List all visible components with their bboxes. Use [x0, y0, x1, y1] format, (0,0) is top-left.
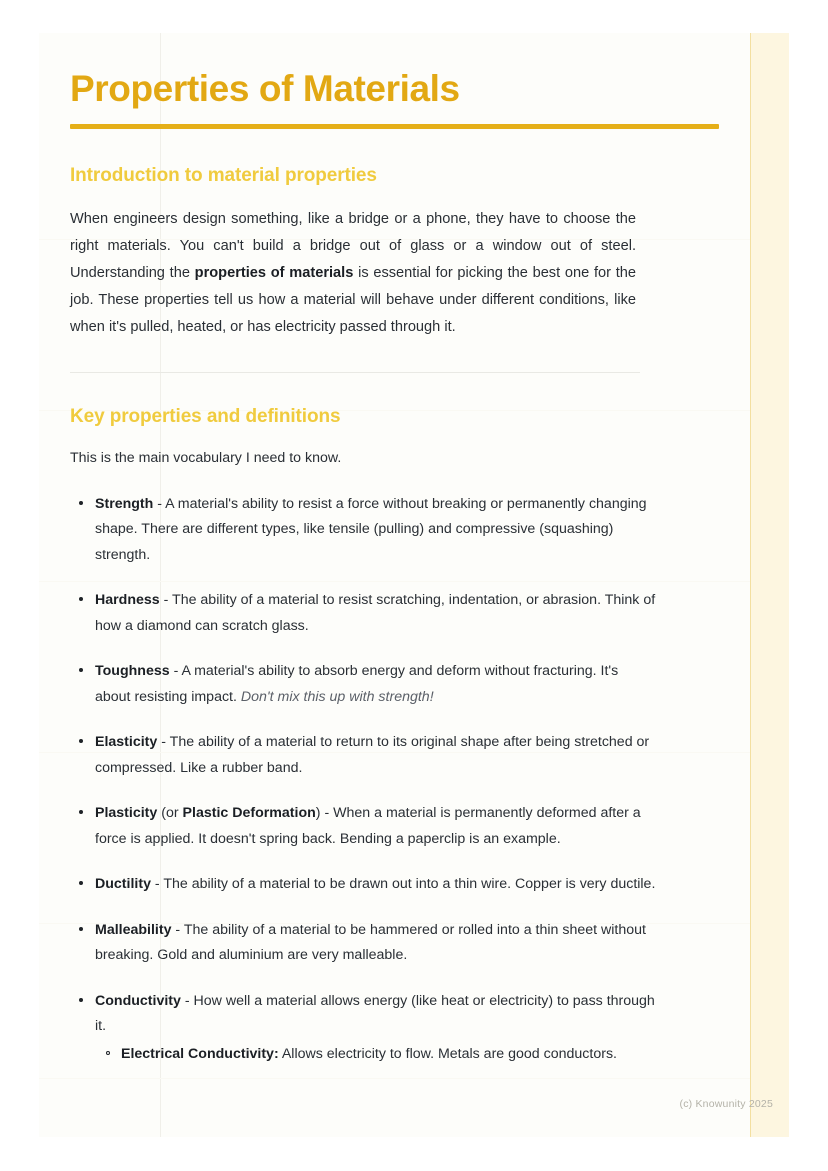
sub-term-label: Electrical Conductivity:	[121, 1045, 279, 1062]
copyright-footer: (c) Knowunity 2025	[679, 1098, 773, 1110]
bullet-dot-icon	[79, 739, 83, 743]
term-label: Plasticity	[95, 805, 158, 822]
list-item	[70, 492, 657, 569]
key-properties-lead-text: This is the main vocabulary I need to know.	[70, 449, 342, 466]
list-item	[70, 872, 657, 898]
page-title: Properties of Materials	[70, 68, 460, 109]
term-description: - The ability of a material to be drawn out into a thin wire. Copper is very ductile.	[150, 876, 656, 893]
term-label: Conductivity	[95, 992, 181, 1009]
term-description: - A material's ability to absorb energy and deform without fracturing. It's about resisting impact.	[95, 663, 619, 705]
conductivity-sub-list	[95, 1042, 657, 1068]
bullet-circle-icon	[106, 1051, 110, 1055]
list-item	[70, 730, 657, 781]
sub-term-description: Allows electricity to flow. Metals are good conductors.	[278, 1045, 617, 1062]
bullet-dot-icon	[79, 810, 83, 814]
document-content	[70, 33, 750, 1137]
term-italic-note: Don't mix this up with strength!	[240, 688, 434, 705]
bullet-dot-icon	[79, 501, 83, 505]
list-item	[70, 918, 657, 969]
list-item	[70, 588, 657, 639]
bullet-dot-icon	[79, 927, 83, 931]
list-item	[70, 659, 657, 710]
list-item	[95, 1042, 657, 1068]
document-page	[39, 33, 789, 1137]
term-description: - The ability of a material to resist scratching, indentation, or abrasion. Think of how a diamond can scratch glass.	[95, 592, 656, 634]
section-heading-introduction: Introduction to material properties	[70, 165, 377, 187]
term-label-secondary: Plastic Deformation	[182, 805, 316, 822]
bullet-dot-icon	[79, 998, 83, 1002]
introduction-paragraph	[70, 188, 636, 341]
term-label: Ductility	[95, 876, 151, 893]
list-item	[70, 989, 657, 1068]
page-side-strip	[750, 33, 789, 1137]
bullet-dot-icon	[79, 597, 83, 601]
term-description: - The ability of a material to return to its original shape after being stretched or compressed. Like a rubber band.	[95, 734, 650, 776]
term-label: Malleability	[95, 921, 172, 938]
list-item	[70, 801, 657, 852]
intro-text-part2: is essential for picking the best one for the job. These properties tell us how a material will behave under different conditions, like when it's pulled, heated, or has electricity passed through it.	[70, 265, 636, 336]
intro-text-part1: When engineers design something, like a bridge or a phone, they have to choose the right materials. You can't build a bridge out of glass or a window out of steel. Understanding the	[70, 211, 636, 282]
term-label: Toughness	[95, 663, 170, 680]
bullet-dot-icon	[79, 668, 83, 672]
term-description: - A material's ability to resist a force without breaking or permanently changing shape. There are different types, like tensile (pulling) and compressive (squashing) strength.	[95, 495, 647, 563]
key-properties-list	[70, 492, 750, 1068]
section-heading-key-properties: Key properties and definitions	[70, 406, 341, 428]
term-label: Hardness	[95, 592, 160, 609]
bullet-dot-icon	[79, 881, 83, 885]
term-description: ) - When a material is permanently deformed after a force is applied. It doesn't spring back. Bending a paperclip is an example.	[95, 805, 641, 847]
term-mid-text: (or	[157, 805, 183, 822]
term-label: Strength	[95, 495, 154, 512]
intro-bold-phrase: properties of materials	[194, 265, 354, 282]
term-description: - The ability of a material to be hammered or rolled into a thin sheet without breaking. Gold and aluminium are very malleable.	[95, 921, 646, 964]
term-label: Elasticity	[95, 734, 158, 751]
term-description: - How well a material allows energy (like heat or electricity) to pass through it.	[95, 992, 655, 1035]
